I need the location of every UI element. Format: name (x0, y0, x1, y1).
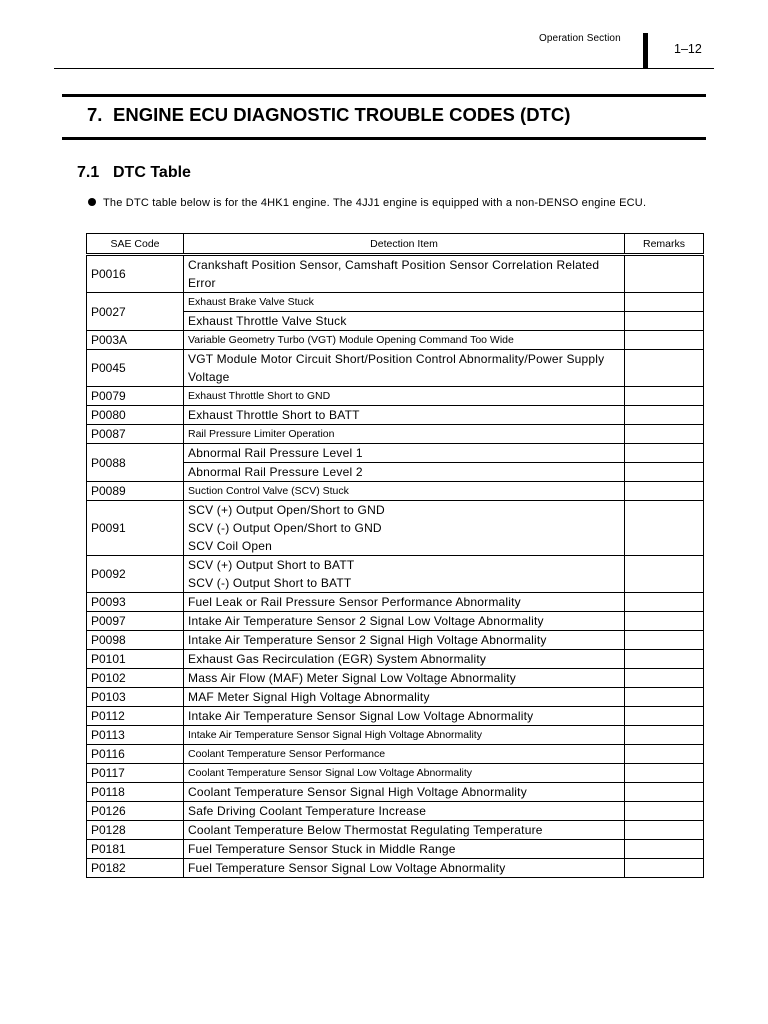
table-row (87, 444, 704, 463)
remarks-cell (625, 802, 704, 821)
table-body (87, 255, 704, 878)
detection-item-text: Intake Air Temperature Sensor 2 Signal Low Voltage Abnormality (188, 614, 544, 628)
sae-code-cell: P0092 (87, 556, 184, 593)
table-row (87, 745, 704, 764)
table-row (87, 859, 704, 878)
sae-code-cell: P003A (87, 331, 184, 350)
remarks-cell (625, 406, 704, 425)
detection-item-text: SCV (-) Output Short to BATT (188, 576, 352, 590)
detection-item-cell (184, 783, 625, 802)
sae-code-cell: P0091 (87, 501, 184, 556)
remarks-cell (625, 631, 704, 650)
remarks-cell (625, 821, 704, 840)
remarks-cell (625, 482, 704, 501)
remarks-cell (625, 350, 704, 387)
detection-item-text: Rail Pressure Limiter Operation (188, 428, 335, 440)
remarks-cell (625, 593, 704, 612)
table-row (87, 406, 704, 425)
chapter-rule-top (62, 94, 706, 97)
table-row (87, 650, 704, 669)
table-row (87, 802, 704, 821)
detection-item-cell (184, 444, 625, 463)
chapter-title: ENGINE ECU DIAGNOSTIC TROUBLE CODES (DTC) (113, 104, 571, 125)
sae-code-cell: P0045 (87, 350, 184, 387)
table-row (87, 556, 704, 593)
sae-code-cell: P0117 (87, 764, 184, 783)
detection-item-cell (184, 802, 625, 821)
table-row (87, 501, 704, 556)
detection-item-cell (184, 482, 625, 501)
table-row (87, 840, 704, 859)
detection-item-cell (184, 612, 625, 631)
detection-item-cell (184, 425, 625, 444)
detection-item-text: Fuel Temperature Sensor Stuck in Middle Range (188, 842, 456, 856)
detection-item-cell (184, 726, 625, 745)
remarks-cell (625, 612, 704, 631)
table-row (87, 425, 704, 444)
sae-code-cell: P0088 (87, 444, 184, 482)
detection-item-cell (184, 293, 625, 312)
sae-code-cell: P0118 (87, 783, 184, 802)
sae-code-cell: P0087 (87, 425, 184, 444)
sae-code-cell: P0126 (87, 802, 184, 821)
detection-item-text: Crankshaft Position Sensor, Camshaft Position Sensor Correlation Related Error (188, 258, 600, 290)
sae-code-cell: P0079 (87, 387, 184, 406)
table-row (87, 764, 704, 783)
sae-code-cell: P0080 (87, 406, 184, 425)
remarks-cell (625, 688, 704, 707)
detection-item-cell (184, 840, 625, 859)
detection-item-text: Exhaust Throttle Short to BATT (188, 408, 360, 422)
detection-item-text: SCV (+) Output Open/Short to GND (188, 503, 385, 517)
table-row (87, 255, 704, 293)
page-number: 1–12 (674, 42, 702, 56)
dtc-table (86, 233, 704, 878)
table-row (87, 821, 704, 840)
running-header-section: Operation Section (539, 33, 621, 44)
table-header-row (87, 234, 704, 255)
table-row (87, 631, 704, 650)
remarks-cell (625, 707, 704, 726)
sae-code-cell: P0112 (87, 707, 184, 726)
detection-item-cell (184, 745, 625, 764)
remarks-cell (625, 556, 704, 593)
detection-item-text: Coolant Temperature Sensor Signal High Voltage Abnormality (188, 785, 527, 799)
detection-item-text: Intake Air Temperature Sensor 2 Signal High Voltage Abnormality (188, 633, 547, 647)
remarks-cell (625, 501, 704, 556)
detection-item-text: Suction Control Valve (SCV) Stuck (188, 485, 349, 497)
detection-item-text: Abnormal Rail Pressure Level 1 (188, 446, 363, 460)
chapter-rule-bottom (62, 137, 706, 140)
detection-item-cell (184, 463, 625, 482)
sae-code-cell: P0182 (87, 859, 184, 878)
detection-item-cell (184, 331, 625, 350)
detection-item-text: Abnormal Rail Pressure Level 2 (188, 465, 363, 479)
detection-item-text: Coolant Temperature Sensor Performance (188, 748, 386, 760)
remarks-cell (625, 293, 704, 312)
detection-item-cell (184, 707, 625, 726)
sae-code-cell: P0098 (87, 631, 184, 650)
sae-code-cell: P0128 (87, 821, 184, 840)
remarks-cell (625, 387, 704, 406)
detection-item-text: SCV (-) Output Open/Short to GND (188, 521, 382, 535)
detection-item-cell (184, 406, 625, 425)
remarks-cell (625, 764, 704, 783)
table-row (87, 612, 704, 631)
remarks-cell (625, 745, 704, 764)
table-row (87, 707, 704, 726)
detection-item-cell (184, 631, 625, 650)
detection-item-cell (184, 593, 625, 612)
detection-item-text: SCV Coil Open (188, 539, 272, 553)
remarks-cell (625, 726, 704, 745)
detection-item-cell (184, 688, 625, 707)
table-row (87, 593, 704, 612)
detection-item-text: Exhaust Brake Valve Stuck (188, 296, 314, 308)
detection-item-text: SCV (+) Output Short to BATT (188, 558, 355, 572)
table-row (87, 688, 704, 707)
table-row (87, 350, 704, 387)
sae-code-cell: P0027 (87, 293, 184, 331)
remarks-cell (625, 669, 704, 688)
detection-item-cell (184, 312, 625, 331)
detection-item-text: Variable Geometry Turbo (VGT) Module Opening Command Too Wide (188, 334, 514, 346)
table-row (87, 669, 704, 688)
detection-item-cell (184, 350, 625, 387)
detection-item-cell (184, 859, 625, 878)
detection-item-text: Fuel Temperature Sensor Signal Low Voltage Abnormality (188, 861, 506, 875)
detection-item-text: VGT Module Motor Circuit Short/Position Control Abnormality/Power Supply Voltage (188, 352, 605, 384)
detection-item-text: Safe Driving Coolant Temperature Increase (188, 804, 427, 818)
note-text: The DTC table below is for the 4HK1 engine. The 4JJ1 engine is equipped with a non-DENSO engine ECU. (103, 197, 647, 209)
detection-item-text: Mass Air Flow (MAF) Meter Signal Low Voltage Abnormality (188, 671, 516, 685)
sae-code-cell: P0113 (87, 726, 184, 745)
sae-code-cell: P0102 (87, 669, 184, 688)
remarks-cell (625, 463, 704, 482)
table-row (87, 387, 704, 406)
detection-item-cell (184, 821, 625, 840)
detection-item-text: Coolant Temperature Below Thermostat Regulating Temperature (188, 823, 543, 837)
table-row (87, 331, 704, 350)
sae-code-cell: P0181 (87, 840, 184, 859)
column-header-remarks: Remarks (625, 234, 704, 255)
detection-item-cell (184, 255, 625, 293)
header-divider-bar (643, 33, 648, 69)
detection-item-cell (184, 556, 625, 593)
detection-item-cell (184, 764, 625, 783)
table-row (87, 726, 704, 745)
sae-code-cell: P0016 (87, 255, 184, 293)
detection-item-text: Exhaust Throttle Short to GND (188, 390, 331, 402)
detection-item-text: Exhaust Gas Recirculation (EGR) System Abnormality (188, 652, 487, 666)
remarks-cell (625, 425, 704, 444)
remarks-cell (625, 650, 704, 669)
sae-code-cell: P0101 (87, 650, 184, 669)
sae-code-cell: P0093 (87, 593, 184, 612)
subsection-number: 7.1 (77, 164, 100, 181)
subsection-title: DTC Table (113, 164, 191, 181)
detection-item-cell (184, 650, 625, 669)
column-header-sae-code: SAE Code (87, 234, 184, 255)
remarks-cell (625, 444, 704, 463)
detection-item-text: Fuel Leak or Rail Pressure Sensor Performance Abnormality (188, 595, 521, 609)
remarks-cell (625, 859, 704, 878)
remarks-cell (625, 255, 704, 293)
sae-code-cell: P0089 (87, 482, 184, 501)
detection-item-text: Intake Air Temperature Sensor Signal High Voltage Abnormality (188, 729, 482, 741)
remarks-cell (625, 312, 704, 331)
detection-item-cell (184, 669, 625, 688)
detection-item-text: Intake Air Temperature Sensor Signal Low Voltage Abnormality (188, 709, 534, 723)
remarks-cell (625, 331, 704, 350)
chapter-number: 7. (87, 104, 103, 125)
detection-item-cell (184, 387, 625, 406)
remarks-cell (625, 840, 704, 859)
detection-item-text: Coolant Temperature Sensor Signal Low Voltage Abnormality (188, 767, 473, 779)
sae-code-cell: P0116 (87, 745, 184, 764)
detection-item-text: MAF Meter Signal High Voltage Abnormality (188, 690, 430, 704)
sae-code-cell: P0097 (87, 612, 184, 631)
table-row (87, 783, 704, 802)
detection-item-cell (184, 501, 625, 556)
table-row (87, 482, 704, 501)
detection-item-text: Exhaust Throttle Valve Stuck (188, 314, 347, 328)
table-row (87, 293, 704, 312)
bullet-icon (88, 198, 96, 206)
header-rule (54, 68, 714, 69)
column-header-detection-item: Detection Item (184, 234, 625, 255)
remarks-cell (625, 783, 704, 802)
sae-code-cell: P0103 (87, 688, 184, 707)
